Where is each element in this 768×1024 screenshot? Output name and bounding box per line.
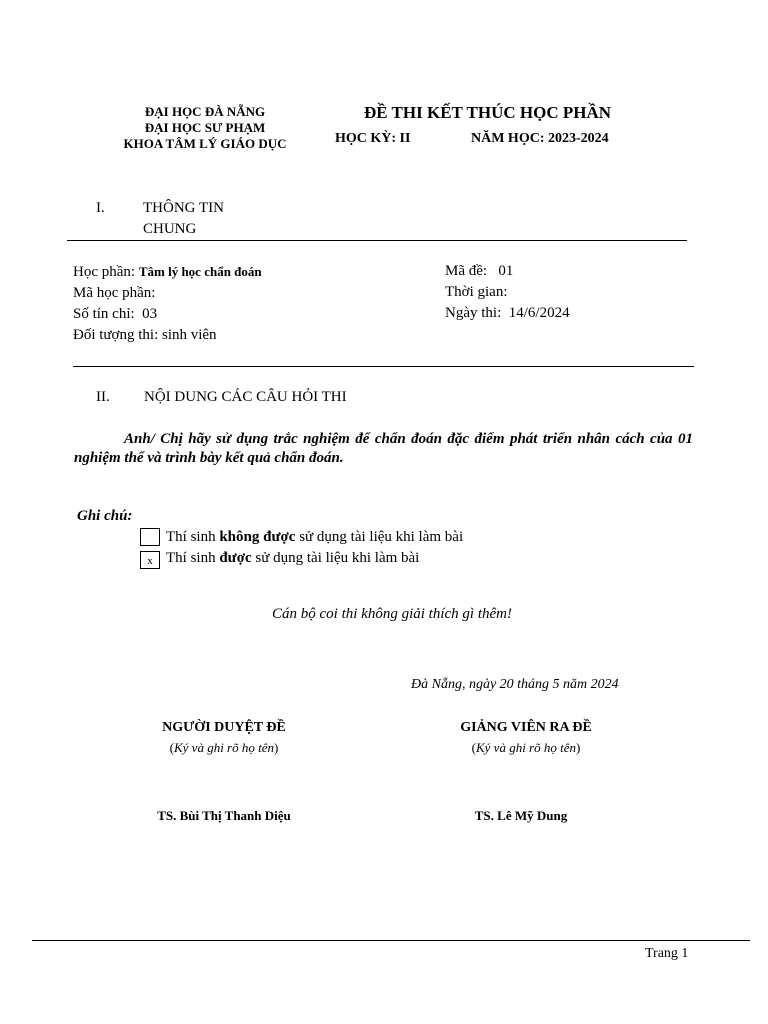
option-materials-allowed: Thí sinh được sử dụng tài liệu khi làm bài — [166, 550, 420, 566]
approver-signature — [124, 720, 324, 756]
page-number: Trang 1 — [645, 946, 689, 961]
university-name: ĐẠI HỌC ĐÀ NẴNG — [144, 104, 266, 119]
section-1-number: I. — [96, 200, 105, 216]
semester: HỌC KỲ: II — [335, 131, 411, 146]
university-block — [60, 104, 350, 152]
faculty-name: KHOA TÂM LÝ GIÁO DỤC — [123, 136, 287, 151]
credits-row — [73, 304, 262, 325]
duration-row: Thời gian: — [445, 284, 508, 300]
info-right — [445, 261, 570, 324]
checkbox-materials-allowed[interactable]: x — [140, 551, 160, 569]
approver-sign-note: (Ký và ghi rõ họ tên) — [169, 740, 279, 755]
footer-divider — [32, 940, 750, 941]
school-year: NĂM HỌC: 2023-2024 — [471, 131, 609, 146]
checkbox-no-materials[interactable] — [140, 528, 160, 546]
audience-row: Đối tượng thi: sinh viên — [73, 327, 217, 343]
exam-code-row — [445, 261, 570, 282]
subject-row — [73, 261, 262, 283]
date-row — [445, 303, 570, 324]
proctor-note: Cán bộ coi thi không giải thích gì thêm! — [272, 606, 512, 622]
approver-title: NGƯỜI DUYỆT ĐỀ — [162, 720, 286, 735]
option-no-materials: Thí sinh không được sử dụng tài liệu khi làm bài — [166, 529, 464, 545]
section-2-number: II. — [96, 389, 110, 405]
exam-code-label: Mã đề: — [445, 263, 488, 279]
note-label: Ghi chú: — [77, 508, 133, 524]
place-date: Đà Nẵng, ngày 20 tháng 5 năm 2024 — [411, 677, 619, 692]
credits-value: 03 — [142, 306, 158, 322]
credits-label: Số tín chỉ: — [73, 306, 135, 322]
exam-title: ĐỀ THI KẾT THÚC HỌC PHẦN — [363, 103, 612, 122]
lecturer-signature — [426, 720, 626, 756]
date-label: Ngày thi: — [445, 305, 502, 321]
lecturer-sign-note: (Ký và ghi rõ họ tên) — [471, 740, 581, 755]
section-1-title: THÔNG TIN CHUNG — [143, 200, 224, 237]
date-value: 14/6/2024 — [508, 305, 570, 321]
exam-question: Anh/ Chị hãy sử dụng trắc nghiệm để chẩn đoán đặc điểm phát triển nhân cách của 01 nghiệm thể và trình bày kết quả chẩn đoán. — [74, 431, 693, 466]
subject-label: Học phần: — [73, 264, 139, 280]
approver-name: TS. Bùi Thị Thanh Diệu — [157, 808, 291, 823]
college-name: ĐẠI HỌC SƯ PHẠM — [144, 120, 266, 135]
lecturer-name: TS. Lê Mỹ Dung — [474, 808, 568, 823]
info-left — [73, 261, 262, 346]
course-code-row: Mã học phần: — [73, 285, 156, 301]
section-2-title: NỘI DUNG CÁC CÂU HỎI THI — [144, 389, 347, 405]
subject-value: Tâm lý học chẩn đoán — [138, 264, 262, 279]
exam-code-value: 01 — [498, 263, 514, 279]
divider — [73, 366, 694, 367]
divider — [67, 240, 687, 241]
lecturer-title: GIẢNG VIÊN RA ĐỀ — [460, 720, 592, 735]
